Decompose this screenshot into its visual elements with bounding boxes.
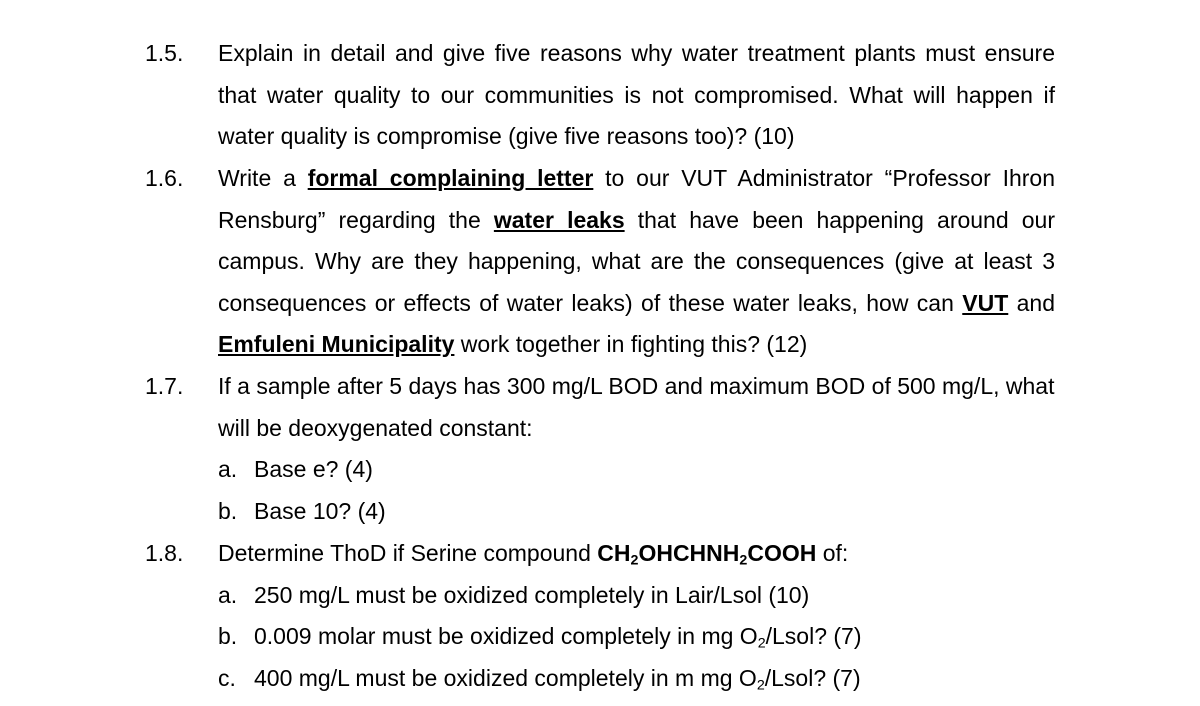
text-segment: work together in fighting this? (12) <box>454 331 808 358</box>
question-text: Explain in detail and give five reasons why water treatment plants must ensure that water quality to our communities is not compromised. What will happen if water quality is compromise (give five reasons too)? (10) <box>218 40 1055 150</box>
question-number: 1.8. <box>145 540 184 566</box>
emphasis-emfuleni-municipality: Emfuleni Municipality <box>218 331 455 358</box>
text-segment: of: <box>816 540 849 566</box>
subpart-a <box>218 575 809 617</box>
question-text: If a sample after 5 days has 300 mg/L BOD and maximum BOD of 500 mg/L, what will be deoxygenated constant: <box>218 373 1055 441</box>
text-segment: Determine ThoD if Serine compound <box>218 540 598 566</box>
emphasis-formal-complaining-letter: formal complaining letter <box>307 165 594 191</box>
emphasis-vut: VUT <box>962 289 1009 316</box>
text-segment: Write a <box>218 165 308 191</box>
question-number: 1.6. <box>145 165 184 191</box>
question-number: 1.7. <box>145 373 184 399</box>
subpart-text: Base 10? (4) <box>254 498 386 524</box>
subpart-c <box>218 658 861 700</box>
serine-formula: $CH_2OHCHNH_2COOH$ <box>597 540 817 569</box>
subpart-label: c. <box>218 665 236 691</box>
subpart-text: Base e? (4) <box>254 456 373 482</box>
subpart-a <box>218 449 373 491</box>
subpart-label: b. <box>218 498 238 524</box>
subpart-text: 250 mg/L must be oxidized completely in Lair/Lsol (10) <box>254 582 810 608</box>
emphasis-water-leaks: water leaks <box>493 206 625 233</box>
subpart-text: 0.009 molar must be oxidized completely in mg $O_2$/Lsol? (7) <box>254 623 862 652</box>
subpart-b <box>218 616 862 658</box>
question-text <box>218 533 1055 575</box>
subpart-b <box>218 491 386 533</box>
text-segment: that have been happening around our campus. Why are they happening, what are the consequences (give at least 3 consequences or effects of water leaks) of these water leaks, how can <box>218 206 1055 316</box>
subpart-label: a. <box>218 582 238 608</box>
subpart-label: b. <box>218 623 238 649</box>
text-segment: and <box>1008 289 1055 316</box>
question-text <box>218 158 1055 366</box>
text-segment: to our VUT Administrator “Professor Ihron Rensburg” regarding the <box>218 165 1055 233</box>
question-number: 1.5. <box>145 40 184 66</box>
subpart-label: a. <box>218 456 238 482</box>
subpart-text: 400 mg/L must be oxidized completely in m mg $O_2$/Lsol? (7) <box>254 665 861 694</box>
